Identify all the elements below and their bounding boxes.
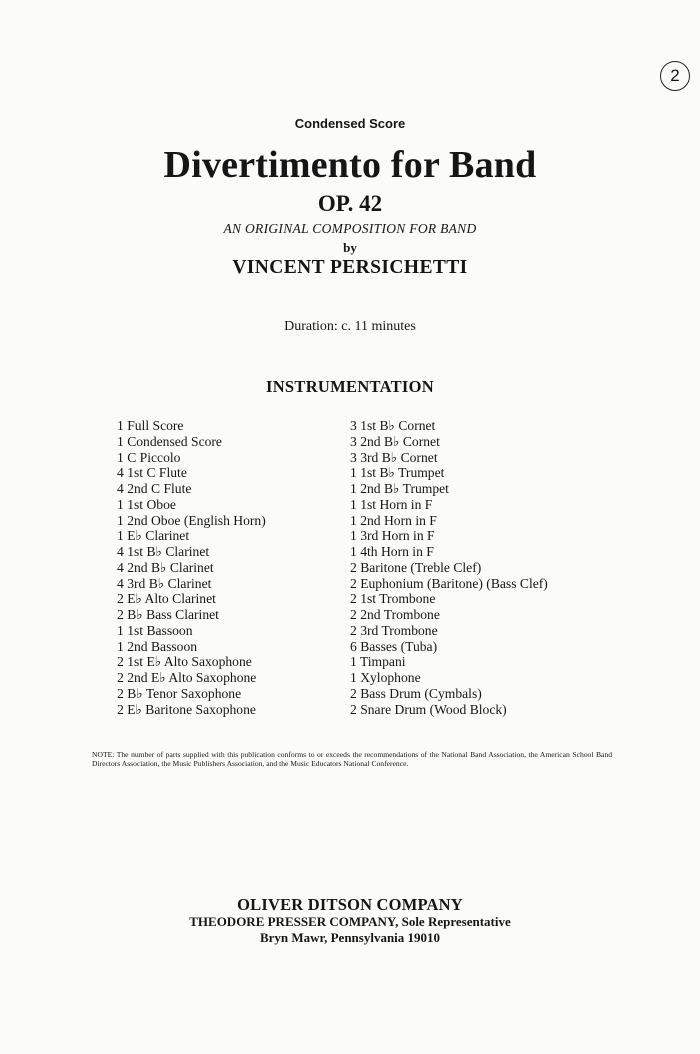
list-item: 1 4th Horn in F xyxy=(350,544,434,559)
duration: Duration: c. 11 minutes xyxy=(284,319,416,334)
condensed-score-label: Condensed Score xyxy=(294,116,406,131)
list-item: 2 1st E♭ Alto Saxophone xyxy=(117,654,252,670)
page-number: 2 xyxy=(660,61,690,91)
list-item: 4 2nd C Flute xyxy=(117,481,192,496)
composer-name: VINCENT PERSICHETTI xyxy=(232,257,468,278)
list-item: 1 1st Oboe xyxy=(117,496,176,512)
list-item: 2 Snare Drum (Wood Block) xyxy=(350,701,507,717)
by-label: by xyxy=(343,240,357,255)
page-title: Divertimento for Band xyxy=(163,144,537,186)
opus-number: OP. 42 xyxy=(317,191,383,216)
list-item: 2 B♭ Tenor Saxophone xyxy=(117,685,242,701)
list-item: 1 1st B♭ Trumpet xyxy=(350,465,445,481)
list-item: 4 2nd B♭ Clarinet xyxy=(117,559,214,575)
list-item: 2 B♭ Bass Clarinet xyxy=(117,607,219,622)
list-item: 3 2nd B♭ Cornet xyxy=(350,433,440,449)
list-item: 2 3rd Trombone xyxy=(350,622,438,638)
parts-note: NOTE: The number of parts supplied with this publication conforms to or exceeds the recommendations of the National Band Association, the American School Band Directors Association, the Music Publishers Association, and the Music Educators National Conference. xyxy=(92,750,612,768)
list-item: 1 Full Score xyxy=(117,418,184,433)
list-item: 4 3rd B♭ Clarinet xyxy=(117,575,212,591)
list-item: 1 2nd Bassoon xyxy=(117,638,198,654)
list-item: 4 1st B♭ Clarinet xyxy=(117,544,210,559)
list-item: 1 E♭ Clarinet xyxy=(117,528,190,544)
list-item: 1 2nd Oboe (English Horn) xyxy=(117,512,266,528)
subtitle: AN ORIGINAL COMPOSITION FOR BAND xyxy=(223,221,477,236)
list-item: 1 Timpani xyxy=(350,654,406,670)
list-item: 2 Euphonium (Baritone) (Bass Clef) xyxy=(350,575,548,591)
list-item: 1 2nd Horn in F xyxy=(350,512,437,528)
list-item: 3 3rd B♭ Cornet xyxy=(350,449,438,465)
publisher-representative: THEODORE PRESSER COMPANY, Sole Representative xyxy=(189,914,511,929)
list-item: 2 1st Trombone xyxy=(350,591,436,607)
list-item: 1 2nd B♭ Trumpet xyxy=(350,481,449,496)
list-item: 2 2nd Trombone xyxy=(350,607,440,622)
list-item: 1 3rd Horn in F xyxy=(350,528,435,544)
list-item: 1 1st Bassoon xyxy=(117,622,193,638)
list-item: 1 Condensed Score xyxy=(117,433,222,449)
instrument-list-left xyxy=(117,418,337,717)
list-item: 1 C Piccolo xyxy=(117,449,181,465)
instrumentation-heading: INSTRUMENTATION xyxy=(266,377,434,396)
list-item: 1 1st Horn in F xyxy=(350,496,433,512)
publisher-address: Bryn Mawr, Pennsylvania 19010 xyxy=(259,930,441,945)
list-item: 6 Basses (Tuba) xyxy=(350,638,438,654)
instrument-list-right xyxy=(350,418,590,717)
publisher-name: OLIVER DITSON COMPANY xyxy=(237,895,463,914)
list-item: 4 1st C Flute xyxy=(117,465,187,481)
list-item: 2 2nd E♭ Alto Saxophone xyxy=(117,670,257,685)
list-item: 3 1st B♭ Cornet xyxy=(350,418,436,433)
list-item: 1 Xylophone xyxy=(350,670,421,685)
list-item: 2 E♭ Alto Clarinet xyxy=(117,591,216,607)
list-item: 2 E♭ Baritone Saxophone xyxy=(117,701,256,717)
list-item: 2 Bass Drum (Cymbals) xyxy=(350,685,482,701)
list-item: 2 Baritone (Treble Clef) xyxy=(350,559,482,575)
